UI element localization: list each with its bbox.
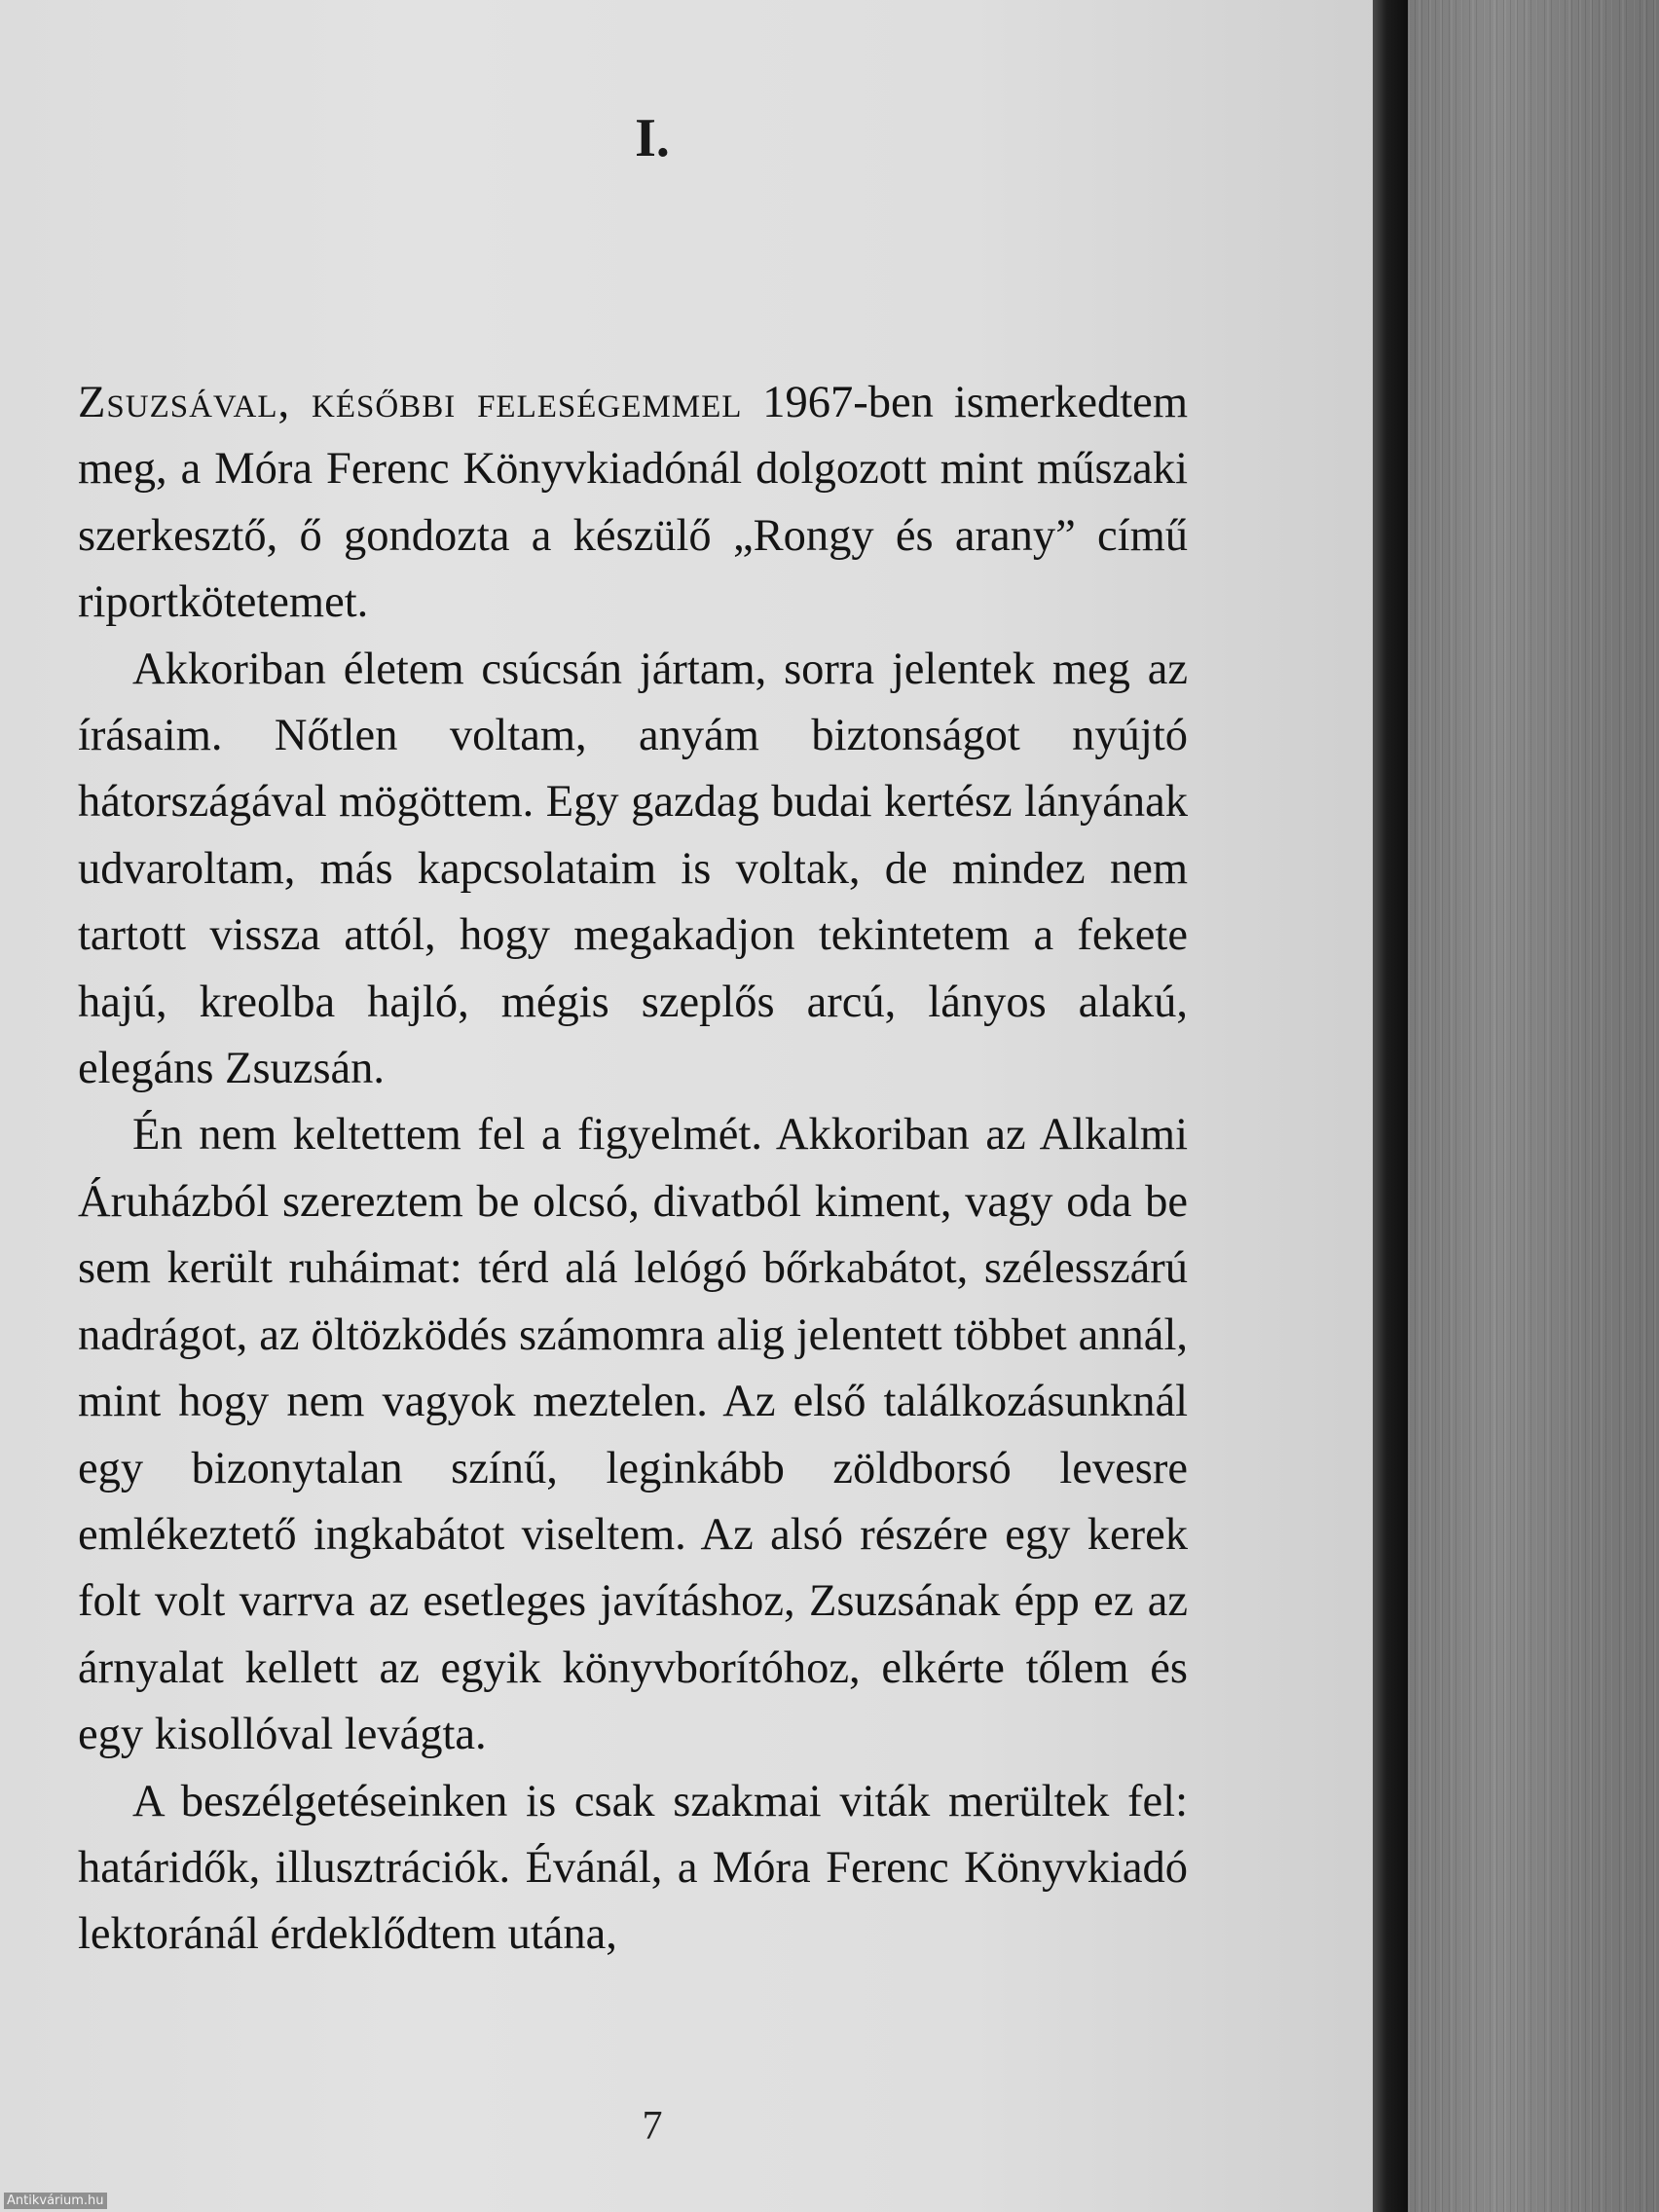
paragraph-4: A beszélgetéseinken is csak szakmai viták merültek fel: határidők, illusztrációk. Évánál, a Móra Ferenc Könyvkiadó lektoránál érdeklődtem utána, (78, 1776, 1188, 1960)
paragraph-2: Akkoriban életem csúcsán jártam, sorra jelentek meg az írásaim. Nőtlen voltam, anyám biztonságot nyújtó hátországával mögöttem. Egy gazdag budai kertész lányának udvaroltam, más kapcsolataim is voltak, de mindez nem tartott vissza attól, hogy megakadjon tekintetem a fekete hajú, kreolba hajló, mégis szeplős arcú, lányos alakú, elegáns Zsuzsán. (78, 644, 1188, 1094)
body-text (78, 370, 1188, 1969)
watermark-logo: Antikvárium.hu (4, 2193, 107, 2209)
paragraph-1 (78, 370, 1188, 637)
page-number: 7 (642, 2104, 663, 2149)
paragraph-3: Én nem keltettem fel a figyelmét. Akkoriban az Alkalmi Áruházból szereztem be olcsó, divatból kiment, vagy oda be sem került ruháimat: térd alá lelógó bőrkabátot, szélesszárú nadrágot, az öltözködés számomra alig jelentett többet annál, mint hogy nem vagyok meztelen. Az első találkozásunknál egy bizonytalan színű, leginkább zöldborsó levesre emlékeztető ingkabátot viseltem. Az alsó részére egy kerek folt volt varrva az esetleges javításhoz, Zsuzsának épp ez az árnyalat kellett az egyik könyvborítóhoz, elkérte tőlem és egy kisollóval levágta. (78, 1110, 1188, 1760)
page-edge-shadow (1373, 0, 1408, 2212)
wooden-background (1408, 0, 1659, 2212)
chapter-title: I. (635, 108, 670, 168)
paragraph-1-lead: Zsuzsával, későbbi feleségemmel (78, 378, 743, 427)
paragraph-1-text: 1967-ben ismerkedtem meg, a Móra Ferenc Könyvkiadónál dolgozott mint műszaki szerkesztő, ő gondozta a készülő „Rongy és arany” című riportkötetemet. (78, 378, 1188, 628)
